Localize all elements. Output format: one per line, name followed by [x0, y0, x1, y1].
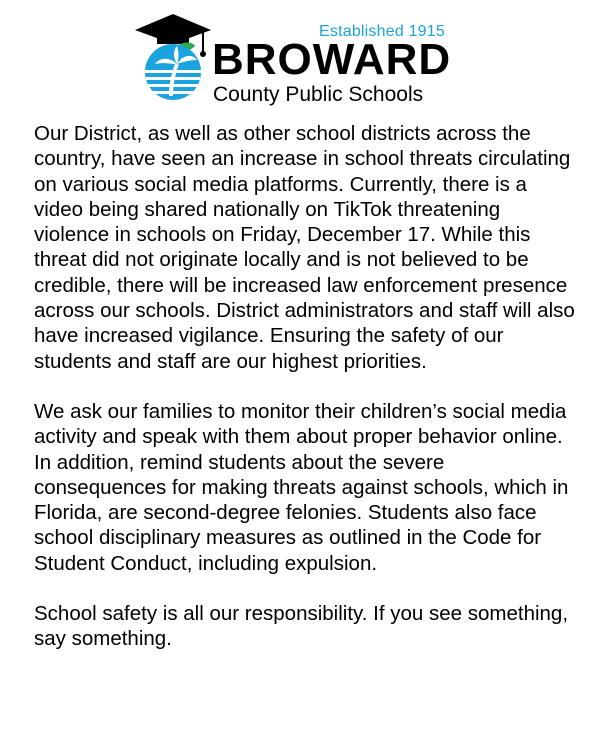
established-year: Established 1915 — [319, 23, 445, 40]
announcement-body — [34, 121, 579, 677]
district-logo — [133, 8, 452, 106]
announcement-paragraph: We ask our families to monitor their children’s social media activity and speak with them about proper behavior online. In addition, remind students about the severe consequences for making threats against schools, which in Florida, are second-degree felonies. Students also face school disciplinary measures as outlined in the Code for Student Conduct, including expulsion. — [34, 399, 569, 575]
district-subtitle: County Public Schools — [213, 83, 424, 106]
graduation-cap-apple-icon — [133, 8, 213, 104]
announcement-paragraph: Our District, as well as other school districts across the country, have seen an increase in school threats circulating on various social media platforms. Currently, there is a video being shared nationally on TikTok threatening violence in schools on Friday, December 17. While this threat did not originate locally and is not believed to be credible, there will be increased law enforcement presence across our schools. District administrators and staff will also have increased vigilance. Ensuring the safety of our students and staff are our highest priorities. — [34, 122, 575, 373]
announcement-paragraph: School safety is all our responsibility. If you see something, say something. — [34, 602, 569, 651]
district-name: BROWARD — [212, 35, 452, 84]
